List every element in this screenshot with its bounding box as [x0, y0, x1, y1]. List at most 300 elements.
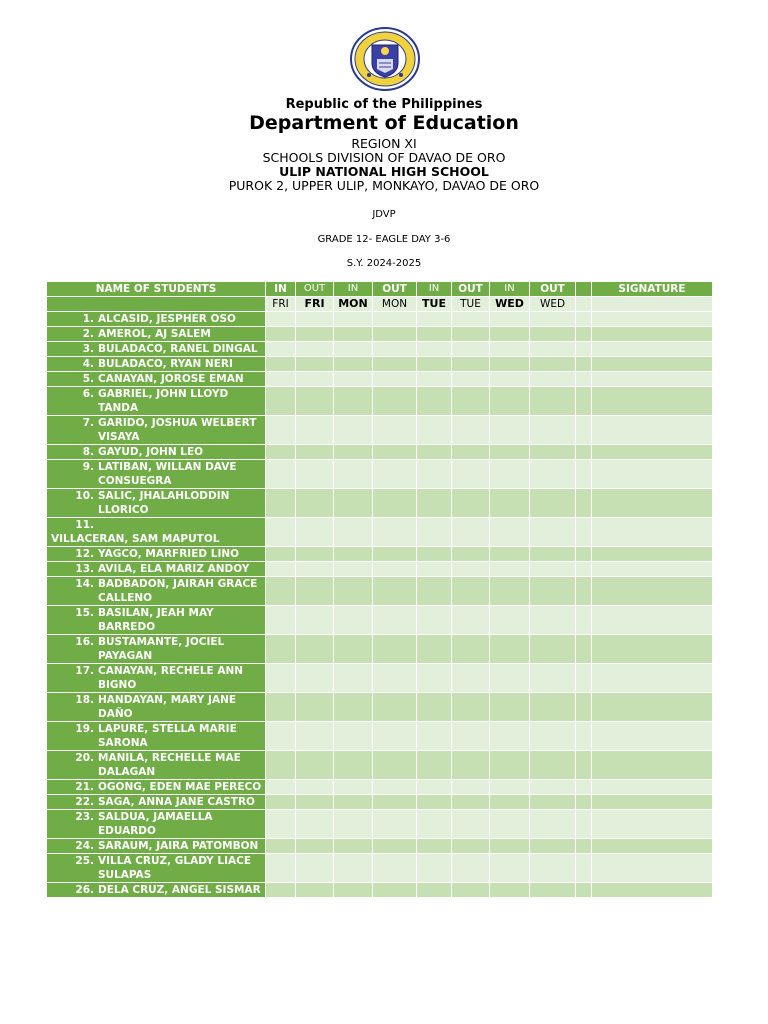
attendance-cell[interactable]	[266, 810, 296, 839]
attendance-cell[interactable]	[576, 606, 592, 635]
student-name-cell	[47, 416, 266, 445]
attendance-cell[interactable]	[452, 606, 490, 635]
student-name-continued: CONSUEGRA	[98, 475, 172, 487]
attendance-cell[interactable]	[576, 751, 592, 780]
attendance-cell[interactable]	[576, 635, 592, 664]
signature-cell[interactable]	[592, 518, 713, 547]
attendance-cell[interactable]	[334, 489, 373, 518]
attendance-cell[interactable]	[417, 780, 452, 795]
attendance-cell[interactable]	[417, 416, 452, 445]
attendance-cell[interactable]	[266, 489, 296, 518]
attendance-cell[interactable]	[417, 312, 452, 327]
attendance-cell[interactable]	[266, 606, 296, 635]
attendance-cell[interactable]	[530, 751, 576, 780]
attendance-cell[interactable]	[296, 372, 334, 387]
student-number: 9.	[82, 461, 94, 473]
attendance-cell[interactable]	[490, 664, 530, 693]
attendance-cell[interactable]	[334, 664, 373, 693]
attendance-cell[interactable]	[334, 387, 373, 416]
attendance-cell[interactable]	[373, 387, 417, 416]
attendance-cell[interactable]	[452, 460, 490, 489]
attendance-cell[interactable]	[452, 547, 490, 562]
attendance-cell[interactable]	[490, 489, 530, 518]
attendance-cell[interactable]	[490, 547, 530, 562]
signature-cell[interactable]	[592, 416, 713, 445]
attendance-cell[interactable]	[296, 562, 334, 577]
student-name-cell	[47, 795, 266, 810]
attendance-cell[interactable]	[373, 357, 417, 372]
attendance-cell[interactable]	[417, 577, 452, 606]
attendance-cell[interactable]	[373, 460, 417, 489]
student-name-continued: BARREDO	[98, 621, 156, 633]
attendance-cell[interactable]	[266, 839, 296, 854]
attendance-cell[interactable]	[576, 416, 592, 445]
attendance-cell[interactable]	[334, 445, 373, 460]
signature-cell[interactable]	[592, 357, 713, 372]
signature-cell[interactable]	[592, 445, 713, 460]
attendance-cell[interactable]	[266, 357, 296, 372]
attendance-cell[interactable]	[576, 693, 592, 722]
signature-cell[interactable]	[592, 606, 713, 635]
attendance-cell[interactable]	[266, 854, 296, 883]
attendance-cell[interactable]	[530, 489, 576, 518]
attendance-cell[interactable]	[296, 635, 334, 664]
attendance-cell[interactable]	[266, 312, 296, 327]
student-name-cell	[47, 387, 266, 416]
attendance-cell[interactable]	[576, 460, 592, 489]
attendance-cell[interactable]	[373, 372, 417, 387]
attendance-cell[interactable]	[490, 722, 530, 751]
student-row	[47, 751, 713, 780]
attendance-cell[interactable]	[576, 312, 592, 327]
attendance-cell[interactable]	[452, 693, 490, 722]
student-name-continued: SULAPAS	[98, 869, 152, 881]
attendance-cell[interactable]	[334, 751, 373, 780]
attendance-cell[interactable]	[266, 327, 296, 342]
attendance-cell[interactable]	[452, 780, 490, 795]
day-header: MON	[334, 297, 373, 312]
student-name: MANILA, RECHELLE MAE	[98, 752, 241, 764]
attendance-cell[interactable]	[373, 489, 417, 518]
attendance-cell[interactable]	[266, 342, 296, 357]
signature-cell[interactable]	[592, 883, 713, 898]
attendance-cell[interactable]	[530, 810, 576, 839]
attendance-cell[interactable]	[576, 342, 592, 357]
attendance-cell[interactable]	[266, 751, 296, 780]
attendance-cell[interactable]	[373, 342, 417, 357]
attendance-cell[interactable]	[266, 445, 296, 460]
attendance-cell[interactable]	[266, 722, 296, 751]
deped-seal-logo	[349, 27, 421, 91]
school-address: PUROK 2, UPPER ULIP, MONKAYO, DAVAO DE ORO	[228, 178, 540, 193]
attendance-cell[interactable]	[296, 327, 334, 342]
attendance-cell[interactable]	[490, 606, 530, 635]
attendance-cell[interactable]	[452, 635, 490, 664]
attendance-cell[interactable]	[296, 780, 334, 795]
attendance-cell[interactable]	[452, 722, 490, 751]
attendance-cell[interactable]	[296, 547, 334, 562]
attendance-cell[interactable]	[296, 693, 334, 722]
student-number: 26.	[75, 884, 94, 896]
attendance-cell[interactable]	[576, 372, 592, 387]
attendance-cell[interactable]	[530, 416, 576, 445]
attendance-cell[interactable]	[576, 795, 592, 810]
student-name: VILLA CRUZ, GLADY LIACE	[98, 855, 252, 867]
col-header: OUT	[373, 282, 417, 297]
attendance-cell[interactable]	[334, 854, 373, 883]
attendance-cell[interactable]	[296, 312, 334, 327]
signature-cell[interactable]	[592, 312, 713, 327]
attendance-cell[interactable]	[530, 460, 576, 489]
attendance-cell[interactable]	[266, 795, 296, 810]
attendance-cell[interactable]	[530, 327, 576, 342]
signature-cell[interactable]	[592, 839, 713, 854]
attendance-cell[interactable]	[490, 751, 530, 780]
attendance-cell[interactable]	[334, 342, 373, 357]
student-name-continued: SARONA	[98, 737, 148, 749]
attendance-cell[interactable]	[334, 327, 373, 342]
attendance-cell[interactable]	[334, 883, 373, 898]
student-name-cell	[47, 664, 266, 693]
signature-cell[interactable]	[592, 342, 713, 357]
attendance-cell[interactable]	[452, 327, 490, 342]
attendance-cell[interactable]	[296, 489, 334, 518]
signature-cell[interactable]	[592, 372, 713, 387]
attendance-cell[interactable]	[576, 547, 592, 562]
attendance-cell[interactable]	[530, 606, 576, 635]
signature-cell[interactable]	[592, 547, 713, 562]
attendance-cell[interactable]	[296, 577, 334, 606]
attendance-cell[interactable]	[334, 693, 373, 722]
attendance-cell[interactable]	[296, 342, 334, 357]
attendance-cell[interactable]	[530, 312, 576, 327]
attendance-cell[interactable]	[334, 372, 373, 387]
student-row	[47, 810, 713, 839]
attendance-cell[interactable]	[373, 577, 417, 606]
attendance-cell[interactable]	[417, 445, 452, 460]
attendance-cell[interactable]	[417, 635, 452, 664]
attendance-cell[interactable]	[266, 577, 296, 606]
attendance-cell[interactable]	[334, 518, 373, 547]
attendance-cell[interactable]	[417, 387, 452, 416]
attendance-cell[interactable]	[576, 577, 592, 606]
attendance-cell[interactable]	[296, 518, 334, 547]
attendance-cell[interactable]	[334, 547, 373, 562]
student-number: 10.	[75, 490, 94, 502]
attendance-cell[interactable]	[452, 562, 490, 577]
attendance-cell[interactable]	[490, 445, 530, 460]
attendance-cell[interactable]	[417, 357, 452, 372]
attendance-cell[interactable]	[373, 722, 417, 751]
attendance-cell[interactable]	[334, 839, 373, 854]
attendance-cell[interactable]	[334, 795, 373, 810]
attendance-cell[interactable]	[490, 795, 530, 810]
attendance-cell[interactable]	[452, 577, 490, 606]
attendance-cell[interactable]	[417, 342, 452, 357]
student-row	[47, 795, 713, 810]
attendance-cell[interactable]	[417, 460, 452, 489]
attendance-cell[interactable]	[417, 854, 452, 883]
attendance-cell[interactable]	[452, 342, 490, 357]
attendance-cell[interactable]	[373, 562, 417, 577]
attendance-cell[interactable]	[490, 839, 530, 854]
attendance-cell[interactable]	[417, 518, 452, 547]
attendance-cell[interactable]	[373, 810, 417, 839]
student-row	[47, 635, 713, 664]
signature-cell[interactable]	[592, 635, 713, 664]
attendance-cell[interactable]	[373, 883, 417, 898]
attendance-cell[interactable]	[452, 839, 490, 854]
attendance-cell[interactable]	[296, 387, 334, 416]
student-name: YAGCO, MARFRIED LINO	[98, 548, 240, 560]
attendance-cell[interactable]	[334, 780, 373, 795]
attendance-cell[interactable]	[530, 547, 576, 562]
attendance-cell[interactable]	[452, 445, 490, 460]
day-header: TUE	[452, 297, 490, 312]
attendance-cell[interactable]	[417, 327, 452, 342]
attendance-cell[interactable]	[452, 357, 490, 372]
signature-cell[interactable]	[592, 751, 713, 780]
attendance-cell[interactable]	[576, 780, 592, 795]
attendance-cell[interactable]	[334, 562, 373, 577]
attendance-cell[interactable]	[373, 327, 417, 342]
signature-cell[interactable]	[592, 562, 713, 577]
attendance-cell[interactable]	[266, 460, 296, 489]
signature-cell[interactable]	[592, 780, 713, 795]
signature-cell[interactable]	[592, 489, 713, 518]
attendance-cell[interactable]	[576, 722, 592, 751]
attendance-cell[interactable]	[530, 664, 576, 693]
attendance-cell[interactable]	[576, 562, 592, 577]
attendance-cell[interactable]	[452, 416, 490, 445]
signature-cell[interactable]	[592, 664, 713, 693]
attendance-cell[interactable]	[296, 795, 334, 810]
attendance-cell[interactable]	[373, 312, 417, 327]
student-row	[47, 547, 713, 562]
attendance-cell[interactable]	[417, 664, 452, 693]
attendance-cell[interactable]	[452, 751, 490, 780]
attendance-cell[interactable]	[373, 547, 417, 562]
col-header: IN	[490, 282, 530, 297]
attendance-cell[interactable]	[296, 416, 334, 445]
attendance-cell[interactable]	[296, 445, 334, 460]
attendance-cell[interactable]	[490, 635, 530, 664]
attendance-cell[interactable]	[530, 372, 576, 387]
attendance-cell[interactable]	[296, 606, 334, 635]
attendance-cell[interactable]	[296, 357, 334, 372]
attendance-cell[interactable]	[417, 547, 452, 562]
attendance-cell[interactable]	[490, 577, 530, 606]
student-name-cell	[47, 606, 266, 635]
attendance-cell[interactable]	[373, 606, 417, 635]
col-header: IN	[417, 282, 452, 297]
attendance-cell[interactable]	[417, 606, 452, 635]
attendance-cell[interactable]	[576, 387, 592, 416]
student-name: VILLACERAN, SAM MAPUTOL	[51, 533, 220, 545]
attendance-cell[interactable]	[373, 664, 417, 693]
attendance-cell[interactable]	[452, 312, 490, 327]
attendance-cell[interactable]	[576, 883, 592, 898]
attendance-cell[interactable]	[296, 460, 334, 489]
attendance-cell[interactable]	[490, 693, 530, 722]
attendance-cell[interactable]	[490, 562, 530, 577]
attendance-cell[interactable]	[530, 635, 576, 664]
attendance-cell[interactable]	[417, 562, 452, 577]
attendance-cell[interactable]	[266, 780, 296, 795]
attendance-cell[interactable]	[452, 795, 490, 810]
attendance-cell[interactable]	[266, 693, 296, 722]
attendance-cell[interactable]	[490, 416, 530, 445]
attendance-cell[interactable]	[490, 518, 530, 547]
attendance-cell[interactable]	[334, 635, 373, 664]
attendance-cell[interactable]	[530, 839, 576, 854]
attendance-cell[interactable]	[266, 635, 296, 664]
attendance-cell[interactable]	[417, 489, 452, 518]
attendance-cell[interactable]	[373, 693, 417, 722]
attendance-cell[interactable]	[490, 372, 530, 387]
attendance-cell[interactable]	[452, 664, 490, 693]
attendance-cell[interactable]	[417, 810, 452, 839]
attendance-cell[interactable]	[490, 342, 530, 357]
attendance-cell[interactable]	[417, 372, 452, 387]
attendance-cell[interactable]	[490, 810, 530, 839]
attendance-cell[interactable]	[530, 562, 576, 577]
signature-cell[interactable]	[592, 854, 713, 883]
attendance-cell[interactable]	[296, 883, 334, 898]
student-row	[47, 416, 713, 445]
signature-cell[interactable]	[592, 327, 713, 342]
attendance-cell[interactable]	[576, 445, 592, 460]
student-row	[47, 387, 713, 416]
attendance-cell[interactable]	[530, 387, 576, 416]
attendance-cell[interactable]	[490, 357, 530, 372]
attendance-cell[interactable]	[452, 372, 490, 387]
col-header: OUT	[296, 282, 334, 297]
attendance-cell[interactable]	[490, 327, 530, 342]
attendance-cell[interactable]	[576, 664, 592, 693]
signature-cell[interactable]	[592, 460, 713, 489]
attendance-cell[interactable]	[530, 357, 576, 372]
student-name-cell	[47, 854, 266, 883]
attendance-cell[interactable]	[530, 883, 576, 898]
student-number: 8.	[82, 446, 94, 458]
attendance-cell[interactable]	[576, 810, 592, 839]
attendance-cell[interactable]	[576, 357, 592, 372]
attendance-cell[interactable]	[530, 445, 576, 460]
attendance-cell[interactable]	[373, 445, 417, 460]
attendance-cell[interactable]	[576, 489, 592, 518]
signature-cell[interactable]	[592, 693, 713, 722]
attendance-cell[interactable]	[490, 312, 530, 327]
attendance-cell[interactable]	[490, 780, 530, 795]
attendance-cell[interactable]	[530, 342, 576, 357]
signature-cell[interactable]	[592, 810, 713, 839]
attendance-cell[interactable]	[490, 460, 530, 489]
attendance-cell[interactable]	[452, 489, 490, 518]
attendance-cell[interactable]	[452, 810, 490, 839]
attendance-cell[interactable]	[576, 839, 592, 854]
attendance-cell[interactable]	[296, 854, 334, 883]
attendance-cell[interactable]	[452, 387, 490, 416]
signature-cell[interactable]	[592, 387, 713, 416]
attendance-cell[interactable]	[576, 327, 592, 342]
student-row	[47, 445, 713, 460]
attendance-cell[interactable]	[266, 518, 296, 547]
attendance-cell[interactable]	[417, 839, 452, 854]
attendance-cell[interactable]	[373, 780, 417, 795]
student-name: GARIDO, JOSHUA WELBERT	[98, 417, 257, 429]
attendance-cell[interactable]	[530, 854, 576, 883]
attendance-cell[interactable]	[417, 751, 452, 780]
signature-cell[interactable]	[592, 795, 713, 810]
attendance-cell[interactable]	[530, 780, 576, 795]
attendance-cell[interactable]	[530, 577, 576, 606]
attendance-cell[interactable]	[334, 577, 373, 606]
attendance-cell[interactable]	[373, 518, 417, 547]
attendance-cell[interactable]	[373, 751, 417, 780]
attendance-cell[interactable]	[452, 883, 490, 898]
attendance-cell[interactable]	[452, 518, 490, 547]
attendance-cell[interactable]	[530, 693, 576, 722]
attendance-cell[interactable]	[417, 795, 452, 810]
attendance-cell[interactable]	[334, 312, 373, 327]
attendance-cell[interactable]	[266, 416, 296, 445]
attendance-cell[interactable]	[266, 883, 296, 898]
attendance-cell[interactable]	[334, 416, 373, 445]
attendance-cell[interactable]	[576, 518, 592, 547]
attendance-cell[interactable]	[266, 562, 296, 577]
student-number: 2.	[82, 328, 94, 340]
attendance-cell[interactable]	[296, 722, 334, 751]
attendance-cell[interactable]	[417, 693, 452, 722]
attendance-cell[interactable]	[334, 357, 373, 372]
attendance-cell[interactable]	[334, 722, 373, 751]
attendance-cell[interactable]	[490, 854, 530, 883]
attendance-cell[interactable]	[530, 518, 576, 547]
attendance-cell[interactable]	[452, 854, 490, 883]
attendance-cell[interactable]	[296, 810, 334, 839]
attendance-cell[interactable]	[576, 854, 592, 883]
attendance-cell[interactable]	[373, 635, 417, 664]
attendance-cell[interactable]	[334, 606, 373, 635]
attendance-cell[interactable]	[334, 460, 373, 489]
attendance-cell[interactable]	[417, 883, 452, 898]
signature-cell[interactable]	[592, 577, 713, 606]
attendance-cell[interactable]	[530, 722, 576, 751]
attendance-cell[interactable]	[530, 795, 576, 810]
attendance-cell[interactable]	[266, 372, 296, 387]
student-name-cell	[47, 547, 266, 562]
attendance-cell[interactable]	[296, 664, 334, 693]
attendance-cell[interactable]	[296, 751, 334, 780]
attendance-cell[interactable]	[266, 664, 296, 693]
attendance-cell[interactable]	[373, 839, 417, 854]
col-header: OUT	[530, 282, 576, 297]
attendance-cell[interactable]	[266, 387, 296, 416]
signature-cell[interactable]	[592, 722, 713, 751]
attendance-cell[interactable]	[490, 883, 530, 898]
attendance-cell[interactable]	[373, 416, 417, 445]
attendance-cell[interactable]	[373, 854, 417, 883]
attendance-cell[interactable]	[373, 795, 417, 810]
attendance-cell[interactable]	[266, 547, 296, 562]
student-number: 14.	[75, 578, 94, 590]
attendance-cell[interactable]	[417, 722, 452, 751]
republic-line: Republic of the Philippines	[285, 97, 483, 112]
attendance-cell[interactable]	[296, 839, 334, 854]
attendance-cell[interactable]	[490, 387, 530, 416]
attendance-cell[interactable]	[334, 810, 373, 839]
